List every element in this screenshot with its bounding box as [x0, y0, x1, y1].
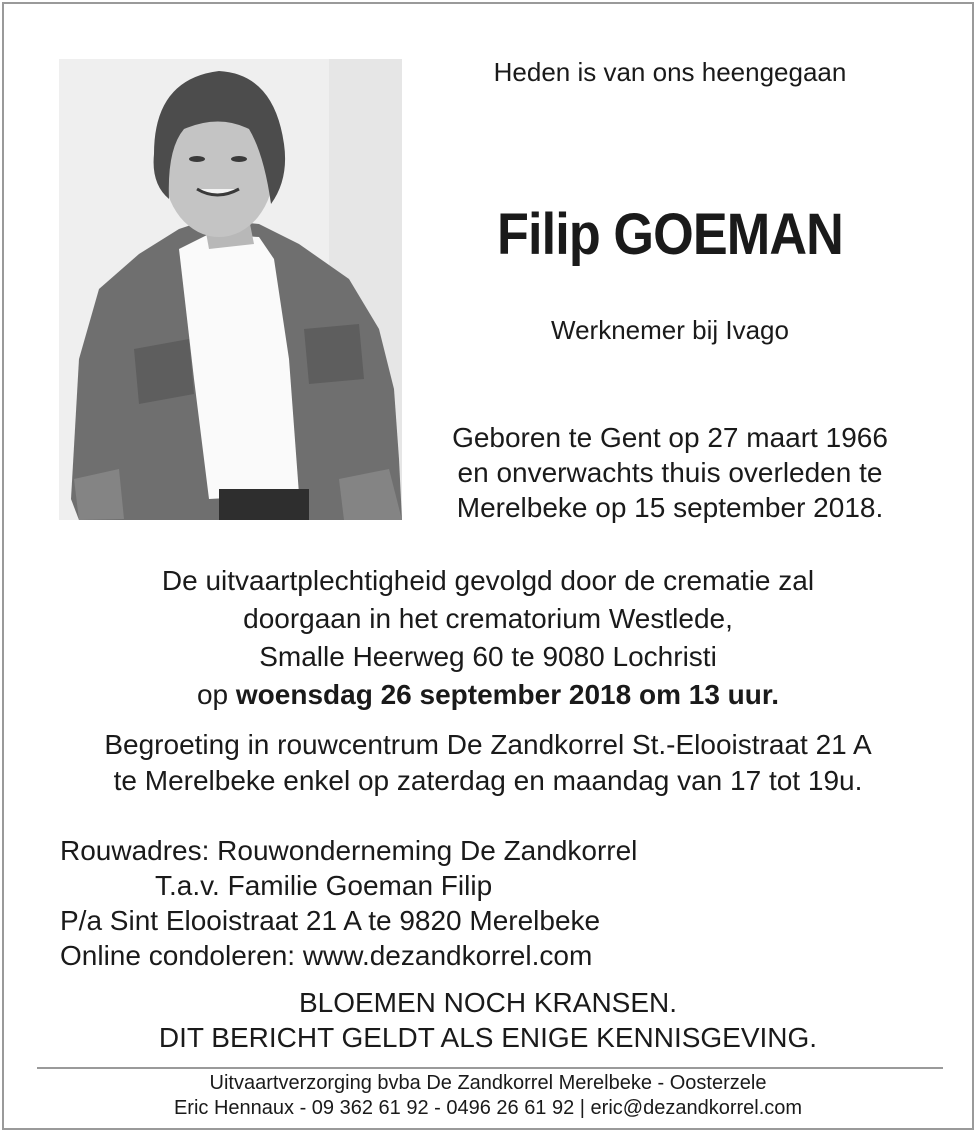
birth-death-line: Geboren te Gent op 27 maart 1966 — [452, 422, 888, 453]
ceremony-paragraph — [0, 562, 976, 714]
birth-death-line: en onverwachts thuis overleden te — [457, 457, 883, 488]
mourning-address — [60, 833, 940, 973]
deceased-name: Filip GOEMAN — [497, 202, 843, 267]
intro-text: Heden is van ons heengegaan — [493, 57, 847, 87]
portrait-photo — [59, 59, 402, 520]
birth-death-line: Merelbeke op 15 september 2018. — [456, 492, 884, 523]
greeting-line: te Merelbeke enkel op zaterdag en maandag van 17 tot 19u. — [113, 765, 863, 796]
funeral-home-footer — [0, 1071, 976, 1121]
greeting-line: Begroeting in rouwcentrum De Zandkorrel St.-Elooistraat 21 A — [104, 729, 872, 760]
address-line: P/a Sint Elooistraat 21 A te 9820 Merelbeke — [60, 905, 601, 936]
ceremony-date: woensdag 26 september 2018 om 13 uur. — [235, 679, 780, 710]
closing-notice — [0, 985, 976, 1055]
address-line: Rouwadres: Rouwonderneming De Zandkorrel — [60, 835, 638, 866]
footer-line: Uitvaartverzorging bvba De Zandkorrel Merelbeke - Oosterzele — [209, 1072, 767, 1094]
ceremony-date-prefix: op — [196, 679, 229, 710]
notice-line: BLOEMEN NOCH KRANSEN. — [298, 987, 678, 1018]
birth-death-paragraph — [410, 420, 930, 525]
occupation: Werknemer bij Ivago — [551, 315, 789, 345]
ceremony-date-line — [0, 676, 976, 714]
ceremony-line: doorgaan in het crematorium Westlede, — [243, 603, 733, 634]
address-line: T.a.v. Familie Goeman Filip — [155, 870, 493, 901]
ceremony-line: De uitvaartplechtigheid gevolgd door de crematie zal — [161, 565, 815, 596]
notice-line: DIT BERICHT GELDT ALS ENIGE KENNISGEVING. — [158, 1022, 818, 1053]
greeting-paragraph — [0, 727, 976, 799]
online-condolence-line: Online condoleren: www.dezandkorrel.com — [60, 940, 593, 971]
footer-contact-line: Eric Hennaux - 09 362 61 92 - 0496 26 61 92 | eric@dezandkorrel.com — [173, 1097, 803, 1119]
footer-divider — [37, 1067, 943, 1069]
ceremony-line: Smalle Heerweg 60 te 9080 Lochristi — [259, 641, 717, 672]
